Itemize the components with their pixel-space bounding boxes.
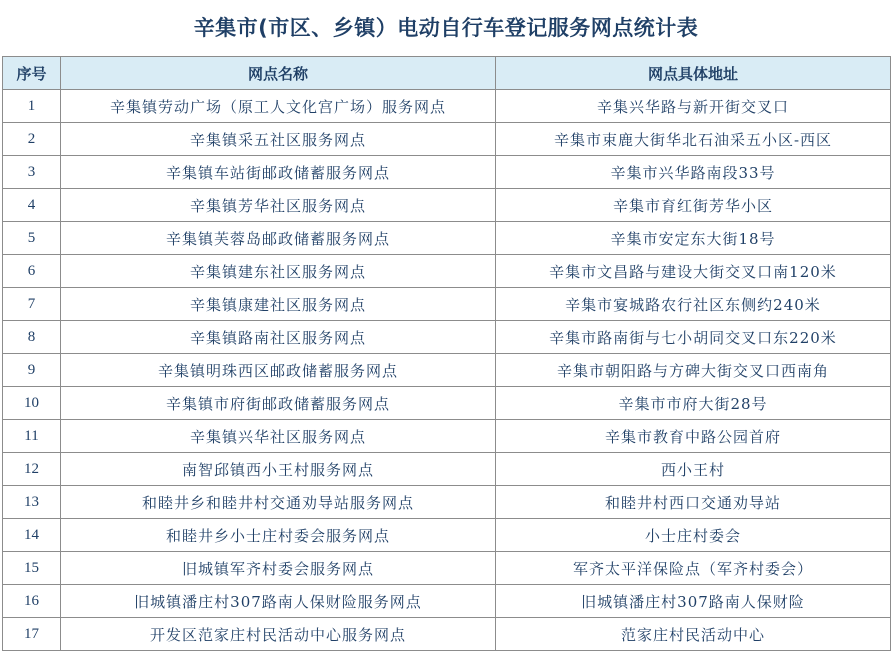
service-point-address-cell[interactable]: 小士庄村委会 <box>496 519 891 552</box>
service-point-address-cell[interactable]: 西小王村 <box>496 453 891 486</box>
service-points-table <box>2 56 891 651</box>
table-row <box>3 453 891 486</box>
service-point-address-cell[interactable]: 辛集市兴华路南段33号 <box>496 156 891 189</box>
service-point-address-cell[interactable]: 辛集兴华路与新开街交叉口 <box>496 90 891 123</box>
service-point-name-cell[interactable]: 南智邱镇西小王村服务网点 <box>61 453 496 486</box>
row-index-cell[interactable]: 7 <box>3 288 61 321</box>
row-index-cell[interactable]: 5 <box>3 222 61 255</box>
service-point-name-cell[interactable]: 辛集镇康建社区服务网点 <box>61 288 496 321</box>
table-body <box>3 90 891 651</box>
row-index-cell[interactable]: 4 <box>3 189 61 222</box>
table-row <box>3 552 891 585</box>
table-row <box>3 618 891 651</box>
service-point-address-cell[interactable]: 辛集市市府大街28号 <box>496 387 891 420</box>
table-row <box>3 354 891 387</box>
service-point-name-cell[interactable]: 辛集镇市府街邮政储蓄服务网点 <box>61 387 496 420</box>
service-point-address-cell[interactable]: 辛集市文昌路与建设大街交叉口南120米 <box>496 255 891 288</box>
table-row <box>3 585 891 618</box>
table-row <box>3 156 891 189</box>
row-index-cell[interactable]: 2 <box>3 123 61 156</box>
table-row <box>3 189 891 222</box>
service-point-name-cell[interactable]: 开发区范家庄村民活动中心服务网点 <box>61 618 496 651</box>
table-row <box>3 420 891 453</box>
service-point-address-cell[interactable]: 范家庄村民活动中心 <box>496 618 891 651</box>
table-row <box>3 90 891 123</box>
service-point-name-cell[interactable]: 辛集镇芙蓉岛邮政储蓄服务网点 <box>61 222 496 255</box>
table-row <box>3 486 891 519</box>
table-row <box>3 255 891 288</box>
service-point-name-cell[interactable]: 辛集镇采五社区服务网点 <box>61 123 496 156</box>
header-index[interactable]: 序号 <box>3 57 61 90</box>
service-point-name-cell[interactable]: 辛集镇芳华社区服务网点 <box>61 189 496 222</box>
service-point-name-cell[interactable]: 旧城镇潘庄村307路南人保财险服务网点 <box>61 585 496 618</box>
row-index-cell[interactable]: 6 <box>3 255 61 288</box>
table-row <box>3 123 891 156</box>
service-point-name-cell[interactable]: 辛集镇劳动广场（原工人文化宫广场）服务网点 <box>61 90 496 123</box>
service-point-address-cell[interactable]: 辛集市束鹿大街华北石油采五小区-西区 <box>496 123 891 156</box>
table-title: 辛集市(市区、乡镇）电动自行车登记服务网点统计表 <box>193 16 699 40</box>
row-index-cell[interactable]: 15 <box>3 552 61 585</box>
header-address[interactable]: 网点具体地址 <box>496 57 891 90</box>
table-row <box>3 321 891 354</box>
row-index-cell[interactable]: 9 <box>3 354 61 387</box>
row-index-cell[interactable]: 11 <box>3 420 61 453</box>
service-point-name-cell[interactable]: 旧城镇军齐村委会服务网点 <box>61 552 496 585</box>
service-point-name-cell[interactable]: 辛集镇路南社区服务网点 <box>61 321 496 354</box>
service-point-name-cell[interactable]: 辛集镇兴华社区服务网点 <box>61 420 496 453</box>
service-point-address-cell[interactable]: 军齐太平洋保险点（军齐村委会） <box>496 552 891 585</box>
service-point-address-cell[interactable]: 辛集市路南街与七小胡同交叉口东220米 <box>496 321 891 354</box>
table-row <box>3 222 891 255</box>
service-point-name-cell[interactable]: 辛集镇建东社区服务网点 <box>61 255 496 288</box>
row-index-cell[interactable]: 10 <box>3 387 61 420</box>
header-name[interactable]: 网点名称 <box>61 57 496 90</box>
service-point-address-cell[interactable]: 和睦井村西口交通劝导站 <box>496 486 891 519</box>
row-index-cell[interactable]: 16 <box>3 585 61 618</box>
row-index-cell[interactable]: 1 <box>3 90 61 123</box>
service-point-address-cell[interactable]: 旧城镇潘庄村307路南人保财险 <box>496 585 891 618</box>
table-row <box>3 288 891 321</box>
service-point-name-cell[interactable]: 和睦井乡和睦井村交通劝导站服务网点 <box>61 486 496 519</box>
service-point-address-cell[interactable]: 辛集市育红街芳华小区 <box>496 189 891 222</box>
service-point-address-cell[interactable]: 辛集市安定东大街18号 <box>496 222 891 255</box>
row-index-cell[interactable]: 13 <box>3 486 61 519</box>
row-index-cell[interactable]: 8 <box>3 321 61 354</box>
table-row <box>3 519 891 552</box>
row-index-cell[interactable]: 12 <box>3 453 61 486</box>
service-point-name-cell[interactable]: 辛集镇车站街邮政储蓄服务网点 <box>61 156 496 189</box>
service-point-name-cell[interactable]: 辛集镇明珠西区邮政储蓄服务网点 <box>61 354 496 387</box>
row-index-cell[interactable]: 14 <box>3 519 61 552</box>
service-point-address-cell[interactable]: 辛集市宴城路农行社区东侧约240米 <box>496 288 891 321</box>
row-index-cell[interactable]: 3 <box>3 156 61 189</box>
header-row <box>3 57 891 90</box>
service-point-name-cell[interactable]: 和睦井乡小士庄村委会服务网点 <box>61 519 496 552</box>
service-point-address-cell[interactable]: 辛集市朝阳路与方碑大街交叉口西南角 <box>496 354 891 387</box>
row-index-cell[interactable]: 17 <box>3 618 61 651</box>
table-row <box>3 387 891 420</box>
service-point-address-cell[interactable]: 辛集市教育中路公园首府 <box>496 420 891 453</box>
